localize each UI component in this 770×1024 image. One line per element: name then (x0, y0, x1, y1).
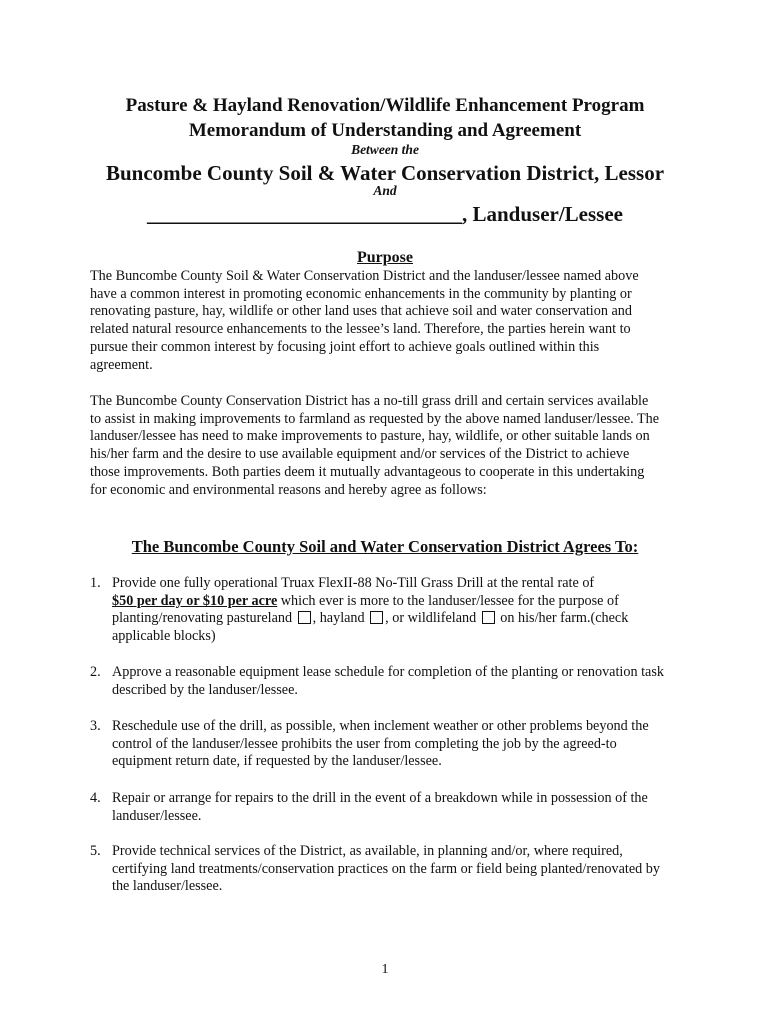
and-label: And (373, 183, 397, 198)
list-item-2 (90, 664, 670, 699)
page-number: 1 (381, 962, 389, 977)
hayland-checkbox[interactable] (370, 611, 383, 624)
item1-text-b: which ever is more to the landuser/lessee for the purpose of planting/renovating pastureland (112, 592, 619, 627)
list-item-3 (90, 718, 670, 771)
list-item-number: 5. (90, 843, 101, 859)
district-agrees-heading: The Buncombe County Soil and Water Conservation District Agrees To: (131, 537, 639, 556)
list-item-text: Provide technical services of the District, as available, in planning and/or, where required, certifying land treatments/conservation practices on the farm or field being planted/renovated by the landuser/lessee. (112, 843, 660, 895)
pastureland-checkbox[interactable] (298, 611, 311, 624)
wildlifeland-checkbox[interactable] (482, 611, 495, 624)
list-item-text: Approve a reasonable equipment lease schedule for completion of the planting or renovation task described by the landuser/lessee. (112, 664, 664, 698)
item1-text-d: , or wildlifeland (385, 610, 480, 627)
list-item-text (112, 575, 670, 646)
item1-text-a: Provide one fully operational Truax FlexII-88 No-Till Grass Drill at the rental rate of (112, 575, 595, 591)
rental-rate: $50 per day or $10 per acre (112, 592, 278, 609)
list-item-number: 2. (90, 664, 101, 680)
program-title: Pasture & Hayland Renovation/Wildlife Enhancement Program (125, 95, 645, 116)
list-item-number: 4. (90, 790, 101, 806)
between-label: Between the (351, 142, 419, 157)
item1-text-c: , hayland (312, 610, 369, 627)
purpose-paragraph-1: The Buncombe County Soil & Water Conservation District and the landuser/lessee named above have a common interest in promoting economic enhancements in the community by planting or renovating pasture, hay, wildlife or other land uses that achieve soil and water conservation and related natural resource enhancements to the lessee’s land. Therefore, the parties herein want to pursue their common interest by focusing joint effort to achieve goals outlined within this agreement. (90, 268, 639, 373)
item1-text-e: on his/her farm.(check applicable blocks) (112, 610, 629, 645)
list-item-4 (90, 790, 670, 825)
list-item-text: Repair or arrange for repairs to the drill in the event of a breakdown while in possession of the landuser/lessee. (112, 790, 648, 824)
list-item-5 (90, 843, 670, 896)
purpose-heading: Purpose (357, 249, 413, 266)
list-item-number: 3. (90, 718, 101, 734)
list-item-text: Reschedule use of the drill, as possible, when inclement weather or other problems beyond the control of the landuser/lessee prohibits the user from completing the job by the agreed-to equipment return date, if requested by the landuser/lessee. (112, 718, 649, 770)
lessor-title: Buncombe County Soil & Water Conservation District, Lessor (105, 161, 665, 185)
lessee-title: ______________________________, Landuser/Lessee (146, 202, 623, 226)
memorandum-title: Memorandum of Understanding and Agreement (188, 120, 582, 141)
list-item-1 (90, 575, 670, 646)
purpose-paragraph-2: The Buncombe County Conservation District has a no-till grass drill and certain services available to assist in making improvements to farmland as requested by the above named landuser/lessee. The landuser/lessee has need to make improvements to pasture, hay, wildlife, or other suitable lands on his/her farm and the desire to use available equipment and/or services of the District to achieve those improvements. Both parties deem it mutually advantageous to cooperate in this undertaking for economic and environmental reasons and hereby agree as follows: (90, 393, 660, 498)
list-item-number: 1. (90, 575, 101, 591)
